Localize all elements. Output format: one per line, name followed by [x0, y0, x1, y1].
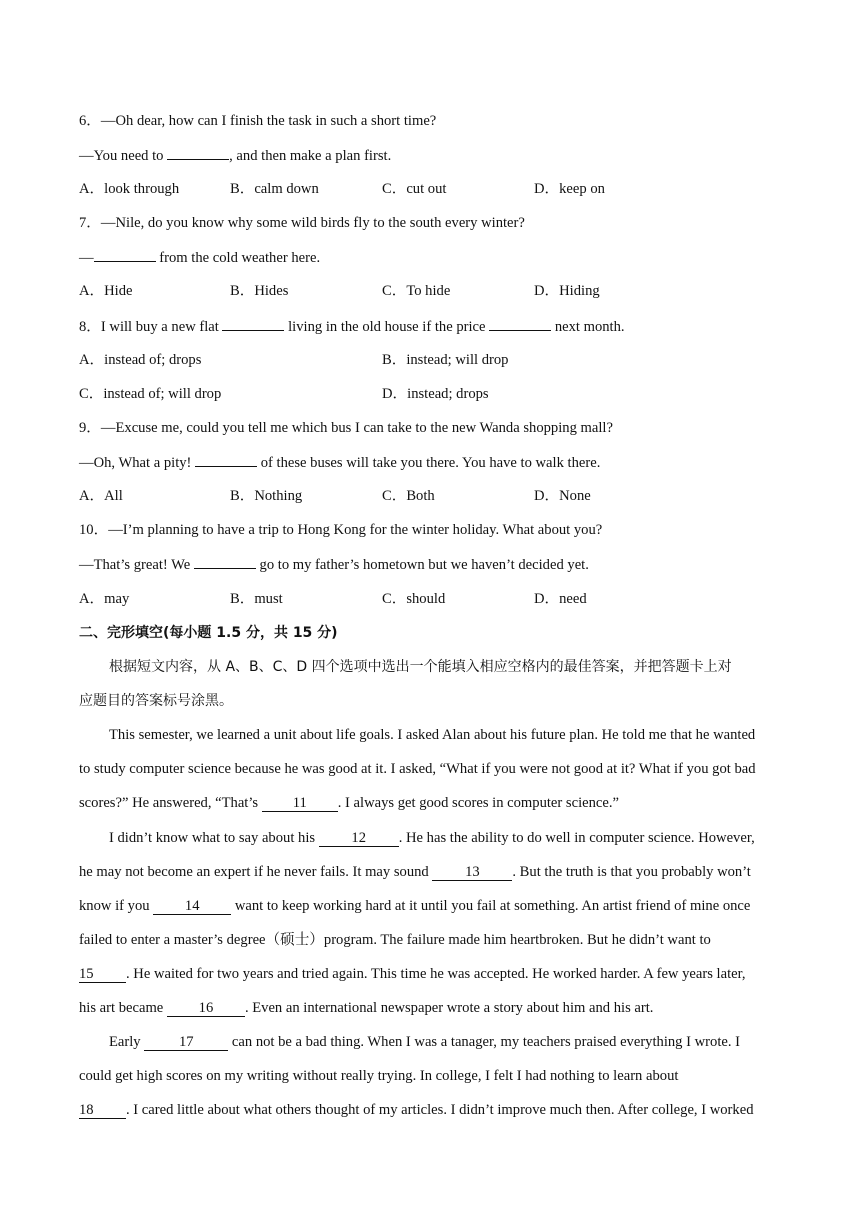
q8-stem-c: next month. — [551, 319, 625, 335]
q9-reply-start: —Oh, What a pity! — [79, 455, 196, 471]
p2-line-2 — [79, 862, 751, 882]
p1-line-1-text: This semester, we learned a unit about life goals. I asked Alan about his future plan. He told me that he wanted — [109, 727, 756, 743]
p2-line-5 — [79, 964, 746, 984]
p2-line-2-start: he may not become an expert if he never fails. It may sound — [79, 864, 433, 880]
cloze-blank-14: 14 — [153, 898, 231, 915]
q10-stem: 10．—I’m planning to have a trip to Hong Kong for the winter holiday. What about you? — [79, 522, 603, 538]
cloze-blank-11: 11 — [262, 795, 338, 812]
p2-line-2-end: . But the truth is that you probably won’t — [512, 864, 751, 880]
p1-line-3 — [79, 793, 619, 813]
q10-option-b: B．must — [230, 591, 283, 607]
p3-line-1 — [109, 1032, 740, 1052]
q9-option-c: C．Both — [382, 488, 435, 504]
q9-reply — [79, 452, 600, 473]
q7-reply — [79, 247, 320, 268]
q8-blank-2 — [489, 316, 551, 331]
q9-stem: 9．—Excuse me, could you tell me which bus I can take to the new Wanda shopping mall? — [79, 420, 613, 436]
cloze-blank-18: 18 — [79, 1102, 126, 1119]
q8-option-c: C．instead of; will drop — [79, 386, 222, 402]
q9-option-a: A．All — [79, 488, 123, 504]
q8-option-d: D．instead; drops — [382, 386, 489, 402]
p2-line-5-end: . He waited for two years and tried again. This time he was accepted. He worked harder. A few years later, — [126, 966, 746, 982]
q7-blank — [94, 247, 156, 262]
p3-line-3-end: . I cared little about what others thought of my articles. I didn’t improve much then. After college, I worked — [126, 1102, 754, 1118]
q8-stem-a: 8．I will buy a new flat — [79, 319, 223, 335]
p3-line-2: could get high scores on my writing without really trying. In college, I felt I had nothing to learn about — [79, 1068, 679, 1084]
p3-line-1-end: can not be a bad thing. When I was a tanager, my teachers praised everything I wrote. I — [228, 1034, 741, 1050]
passage-paragraph-1 — [79, 725, 790, 745]
q10-reply — [79, 554, 589, 575]
cloze-blank-13: 13 — [432, 864, 512, 881]
q9-blank — [195, 452, 257, 467]
p1-line-3-end: . I always get good scores in computer science.” — [337, 795, 619, 811]
cloze-blank-12: 12 — [319, 830, 399, 847]
p2-line-6 — [79, 998, 653, 1018]
p2-line-1-end: . He has the ability to do well in computer science. However, — [398, 830, 755, 846]
q7-option-d: D．Hiding — [534, 283, 600, 299]
q8-stem — [79, 316, 625, 337]
p2-line-3 — [79, 896, 750, 916]
q10-option-d: D．need — [534, 591, 587, 607]
q10-reply-start: —That’s great! We — [79, 557, 194, 573]
cloze-blank-17: 17 — [144, 1034, 228, 1051]
q9-option-d: D．None — [534, 488, 591, 504]
q7-reply-start: — — [79, 250, 94, 266]
section-2-instruction-2: 应题目的答案标号涂黑。 — [79, 693, 233, 709]
q6-option-b: B．calm down — [230, 181, 319, 197]
q7-option-c: C．To hide — [382, 283, 451, 299]
q8-blank-1 — [222, 316, 284, 331]
q9-reply-end: of these buses will take you there. You have to walk there. — [257, 455, 601, 471]
q7-reply-end: from the cold weather here. — [155, 250, 321, 266]
p1-line-3-start: scores?” He answered, “That’s — [79, 795, 262, 811]
p3-line-1-start: Early — [109, 1034, 145, 1050]
q6-stem: 6．—Oh dear, how can I finish the task in such a short time? — [79, 113, 437, 129]
q8-option-a: A．instead of; drops — [79, 352, 202, 368]
p2-line-1 — [109, 828, 755, 848]
cloze-blank-15: 15 — [79, 966, 126, 983]
p2-line-3-end: want to keep working hard at it until you fail at something. An artist friend of mine once — [231, 898, 751, 914]
q6-reply — [79, 145, 391, 166]
q6-reply-end: , and then make a plan first. — [229, 148, 392, 164]
q7-option-a: A．Hide — [79, 283, 133, 299]
section-2-instruction-1: 根据短文内容，从 A、B、C、D 四个选项中选出一个能填入相应空格内的最佳答案，并把答题卡上对 — [109, 659, 732, 675]
p2-line-3-start: know if you — [79, 898, 154, 914]
p1-line-1 — [109, 725, 790, 745]
q7-stem: 7．—Nile, do you know why some wild birds fly to the south every winter? — [79, 215, 525, 231]
q8-stem-b: living in the old house if the price — [284, 319, 490, 335]
q10-reply-end: go to my father’s hometown but we haven’t decided yet. — [255, 557, 589, 573]
p2-line-4: failed to enter a master’s degree（硕士）program. The failure made him heartbroken. But he didn’t want to — [79, 932, 711, 948]
p2-line-1-start: I didn’t know what to say about his — [109, 830, 319, 846]
q10-option-a: A．may — [79, 591, 130, 607]
p3-line-3 — [79, 1100, 754, 1120]
p2-line-6-end: . Even an international newspaper wrote a story about him and his art. — [244, 1000, 654, 1016]
q6-blank — [167, 145, 229, 160]
q6-option-c: C．cut out — [382, 181, 447, 197]
q10-blank — [194, 554, 256, 569]
section-2-title: 二、完形填空(每小题 1.5 分，共 15 分) — [79, 625, 338, 641]
q6-reply-start: —You need to — [79, 148, 168, 164]
q8-option-b: B．instead; will drop — [382, 352, 509, 368]
q7-option-b: B．Hides — [230, 283, 289, 299]
cloze-blank-16: 16 — [167, 1000, 245, 1017]
p2-line-6-start: his art became — [79, 1000, 167, 1016]
q9-option-b: B．Nothing — [230, 488, 303, 504]
p1-line-2: to study computer science because he was good at it. I asked, “What if you were not good at it? What if you got bad — [79, 761, 756, 777]
q6-option-a: A．look through — [79, 181, 180, 197]
q6-option-d: D．keep on — [534, 181, 605, 197]
q10-option-c: C．should — [382, 591, 446, 607]
